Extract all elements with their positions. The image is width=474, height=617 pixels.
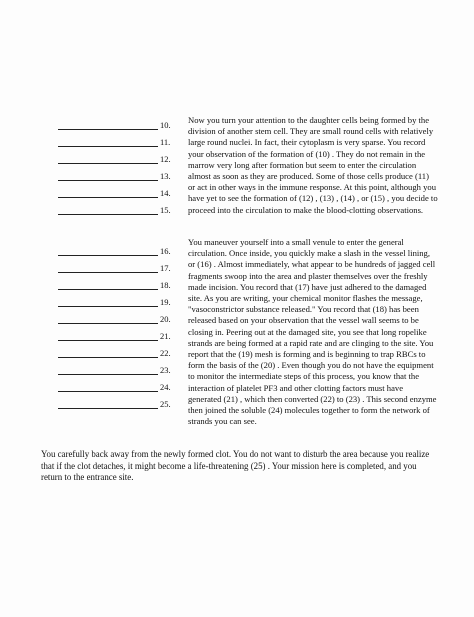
answer-line[interactable]	[58, 188, 158, 198]
answer-line[interactable]	[58, 120, 158, 130]
answer-line[interactable]	[58, 171, 158, 181]
answer-blank-17[interactable]	[58, 256, 176, 273]
answer-number: 13.	[160, 171, 171, 181]
answer-line[interactable]	[58, 137, 158, 147]
answer-number: 18.	[160, 280, 171, 290]
answer-blank-22[interactable]	[58, 341, 176, 358]
answer-number: 24.	[160, 382, 171, 392]
paragraph-mission-conclusion: You carefully back away from the newly formed clot. You do not want to disturb the area because you realize that if the clot detaches, it might become a life-threatening (25) . Your mission here is completed, and you return to the entrance site.	[41, 449, 430, 483]
answer-blank-12[interactable]	[58, 147, 176, 164]
answer-blank-19[interactable]	[58, 290, 176, 307]
answer-number: 12.	[160, 154, 171, 164]
answer-number: 21.	[160, 331, 171, 341]
answer-blank-20[interactable]	[58, 307, 176, 324]
answer-number: 16.	[160, 246, 171, 256]
answer-number: 19.	[160, 297, 171, 307]
answer-line[interactable]	[58, 314, 158, 324]
answer-number: 14.	[160, 188, 171, 198]
answer-line[interactable]	[58, 280, 158, 290]
answer-number: 10.	[160, 120, 171, 130]
answer-number: 15.	[160, 205, 171, 215]
answer-line[interactable]	[58, 263, 158, 273]
answer-number: 22.	[160, 348, 171, 358]
answer-blank-11[interactable]	[58, 130, 176, 147]
paragraph-clotting-observation: You maneuver yourself into a small venule to enter the general circulation. Once inside, you quickly make a slash in the vessel lining, or (16) . Almost immediately, what appear to be hundreds of jagged cell fragments swoop into the area and plaster themselves over the freshly made incision. You record that (17) have just adhered to the damaged site. As you are writing, your chemical monitor flashes the message, "vasoconstrictor substance released." You record that (18) has been released based on your observation that the vessel wall seems to be closing in. Peering out at the damaged site, you see that long ropelike strands are being formed at a rapid rate and are clinging to the site. You report that the (19) mesh is forming and is beginning to trap RBCs to form the basis of the (20) . Even though you do not have the equipment to monitor the intermediate steps of this process, you know that the interaction of platelet PF3 and other clotting factors must have generated (21) , which then converted (22) to (23) . This second enzyme then joined the soluble (24) molecules together to form the network of strands you can see.	[188, 237, 437, 427]
answer-line[interactable]	[58, 399, 158, 409]
answer-blank-21[interactable]	[58, 324, 176, 341]
answer-number: 20.	[160, 314, 171, 324]
answer-line[interactable]	[58, 365, 158, 375]
answer-blank-25[interactable]	[58, 392, 176, 409]
answer-line[interactable]	[58, 331, 158, 341]
answer-blank-10[interactable]	[58, 113, 176, 130]
answer-blank-18[interactable]	[58, 273, 176, 290]
answer-number: 23.	[160, 365, 171, 375]
answer-blank-13[interactable]	[58, 164, 176, 181]
answer-line[interactable]	[58, 205, 158, 215]
answer-number: 17.	[160, 263, 171, 273]
answer-number: 11.	[160, 137, 171, 147]
answer-blanks-column	[58, 113, 176, 409]
answer-number: 25.	[160, 399, 171, 409]
answer-line[interactable]	[58, 154, 158, 164]
answer-blank-15[interactable]	[58, 198, 176, 215]
answer-blank-24[interactable]	[58, 375, 176, 392]
answer-line[interactable]	[58, 297, 158, 307]
paragraph-stem-cell-observation: Now you turn your attention to the daughter cells being formed by the division of another stem cell. They are small round cells with relatively large round nuclei. In fact, their cytoplasm is very sparse. You record your observation of the formation of (10) . They do not remain in the marrow very long after formation but seem to enter the circulation almost as soon as they are produced. Some of those cells produce (11) or act in other ways in the immune response. At this point, although you have yet to see the formation of (12) , (13) , (14) , or (15) , you decide to proceed into the circulation to make the blood-clotting observations.	[188, 115, 438, 215]
answer-line[interactable]	[58, 382, 158, 392]
answer-blank-23[interactable]	[58, 358, 176, 375]
answer-blank-16[interactable]	[58, 239, 176, 256]
answer-line[interactable]	[58, 246, 158, 256]
answer-blank-14[interactable]	[58, 181, 176, 198]
answer-line[interactable]	[58, 348, 158, 358]
